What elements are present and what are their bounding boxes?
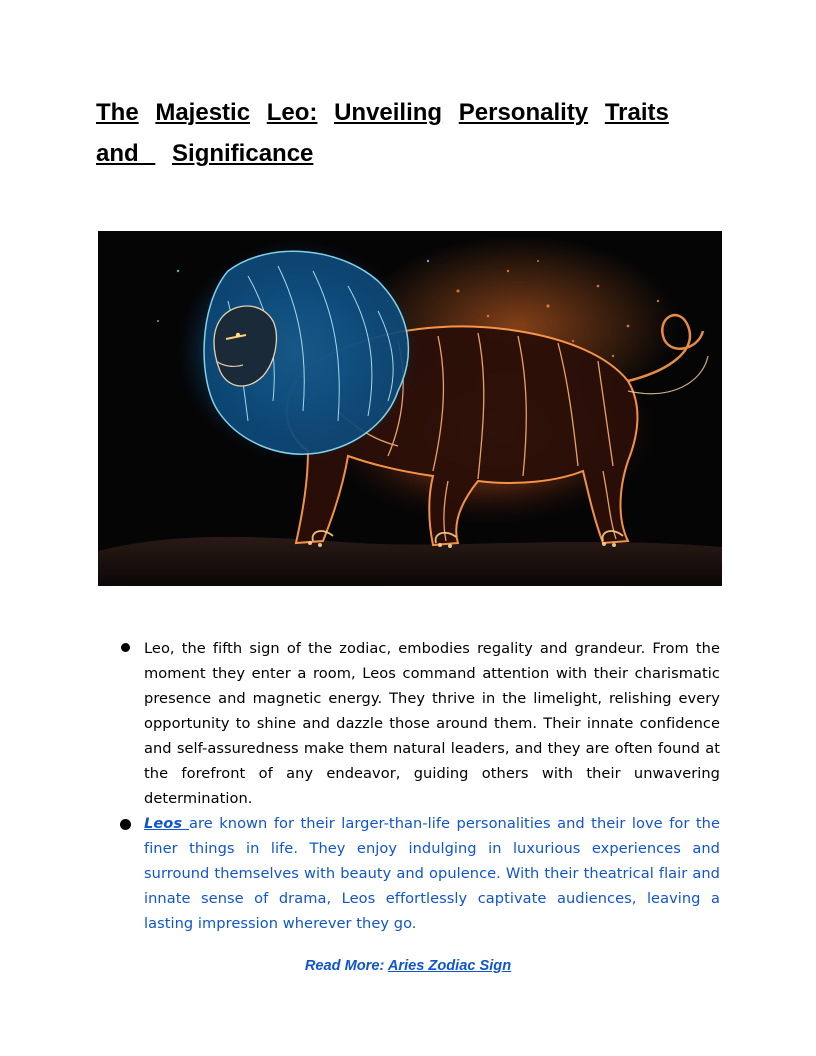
title-word: and (96, 140, 156, 167)
bullet-icon (120, 819, 131, 830)
hero-image-lion (98, 231, 722, 586)
bullet-text: Leo, the fifth sign of the zodiac, embodies regality and grandeur. From the moment they enter a room, Leos command attention with their charismatic presence and magnetic energy. They thrive in the limelight, relishing every opportunity to shine and dazzle those around them. Their innate confidence and self-assuredness make them natural leaders, and they are often found at the forefront of any endeavor, guiding others with their unwavering determination. (144, 640, 720, 807)
lion-illustration (98, 231, 722, 586)
leos-link[interactable]: Leos (144, 815, 190, 832)
aries-zodiac-link[interactable]: Aries Zodiac Sign (387, 958, 512, 974)
read-more-label: Read More: (304, 958, 388, 974)
read-more-line (0, 958, 816, 974)
list-item (144, 811, 720, 936)
list-item (144, 636, 720, 811)
title-word: Significance (172, 140, 314, 167)
title-word: Personality (458, 99, 589, 126)
title-word: Leo: (266, 99, 318, 126)
page-title (96, 92, 736, 174)
bullet-text: are known for their larger-than-life personalities and their love for the finer things in life. They enjoy indulging in luxurious experiences and surround themselves with beauty and opulence. With their theatrical flair and innate sense of drama, Leos effortlessly captivate audiences, leaving a lasting impression wherever they go. (144, 815, 720, 932)
title-word: Unveiling (334, 99, 443, 126)
bullet-icon (121, 643, 130, 652)
bullet-list (144, 636, 720, 936)
title-word: Majestic (155, 99, 251, 126)
title-word: The (96, 99, 139, 126)
title-word: Traits (604, 99, 669, 126)
